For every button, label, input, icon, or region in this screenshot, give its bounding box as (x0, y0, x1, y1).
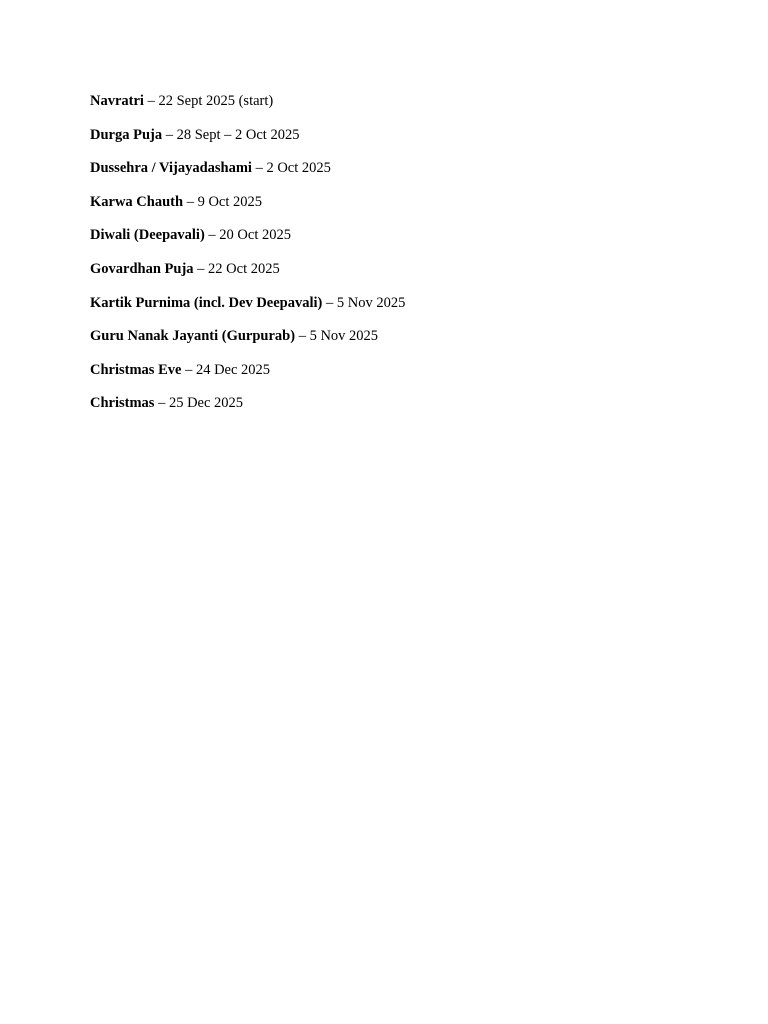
festival-item-navratri (90, 92, 405, 111)
festival-item-kartik-purnima (90, 294, 405, 313)
festival-item-govardhan-puja (90, 260, 405, 279)
festival-item-dussehra (90, 159, 405, 178)
festival-name: Diwali (Deepavali) (90, 227, 205, 244)
festival-name: Christmas (90, 395, 155, 412)
festival-name: Kartik Purnima (incl. Dev Deepavali) (90, 294, 323, 311)
festival-date: – 20 Oct 2025 (204, 227, 291, 244)
festival-date: – 9 Oct 2025 (183, 193, 262, 210)
festival-date: – 22 Oct 2025 (193, 260, 280, 277)
festival-name: Navratri (90, 93, 144, 109)
festival-item-karwa-chauth (90, 193, 405, 212)
festival-name: Govardhan Puja (90, 260, 194, 277)
festival-item-christmas-eve (90, 361, 405, 380)
festival-name: Karwa Chauth (90, 193, 184, 210)
festival-item-durga-puja (90, 126, 405, 145)
festival-name: Durga Puja (90, 126, 163, 143)
festival-date: – 24 Dec 2025 (181, 361, 271, 378)
festival-name: Christmas Eve (90, 361, 182, 378)
festival-name: Guru Nanak Jayanti (Gurpurab) (90, 328, 296, 345)
festival-date: – 28 Sept – 2 Oct 2025 (162, 126, 300, 143)
festival-item-guru-nanak-jayanti (90, 327, 405, 346)
festival-item-christmas (90, 394, 405, 413)
festival-item-diwali (90, 226, 405, 245)
festival-date: – 5 Nov 2025 (295, 328, 379, 345)
festival-date: – 5 Nov 2025 (322, 294, 406, 311)
festival-date: – 22 Sept 2025 (start) (143, 93, 274, 109)
festival-list (90, 92, 405, 428)
festival-date: – 25 Dec 2025 (154, 395, 244, 412)
festival-date: – 2 Oct 2025 (251, 160, 331, 177)
festival-name: Dussehra / Vijayadashami (90, 160, 252, 177)
